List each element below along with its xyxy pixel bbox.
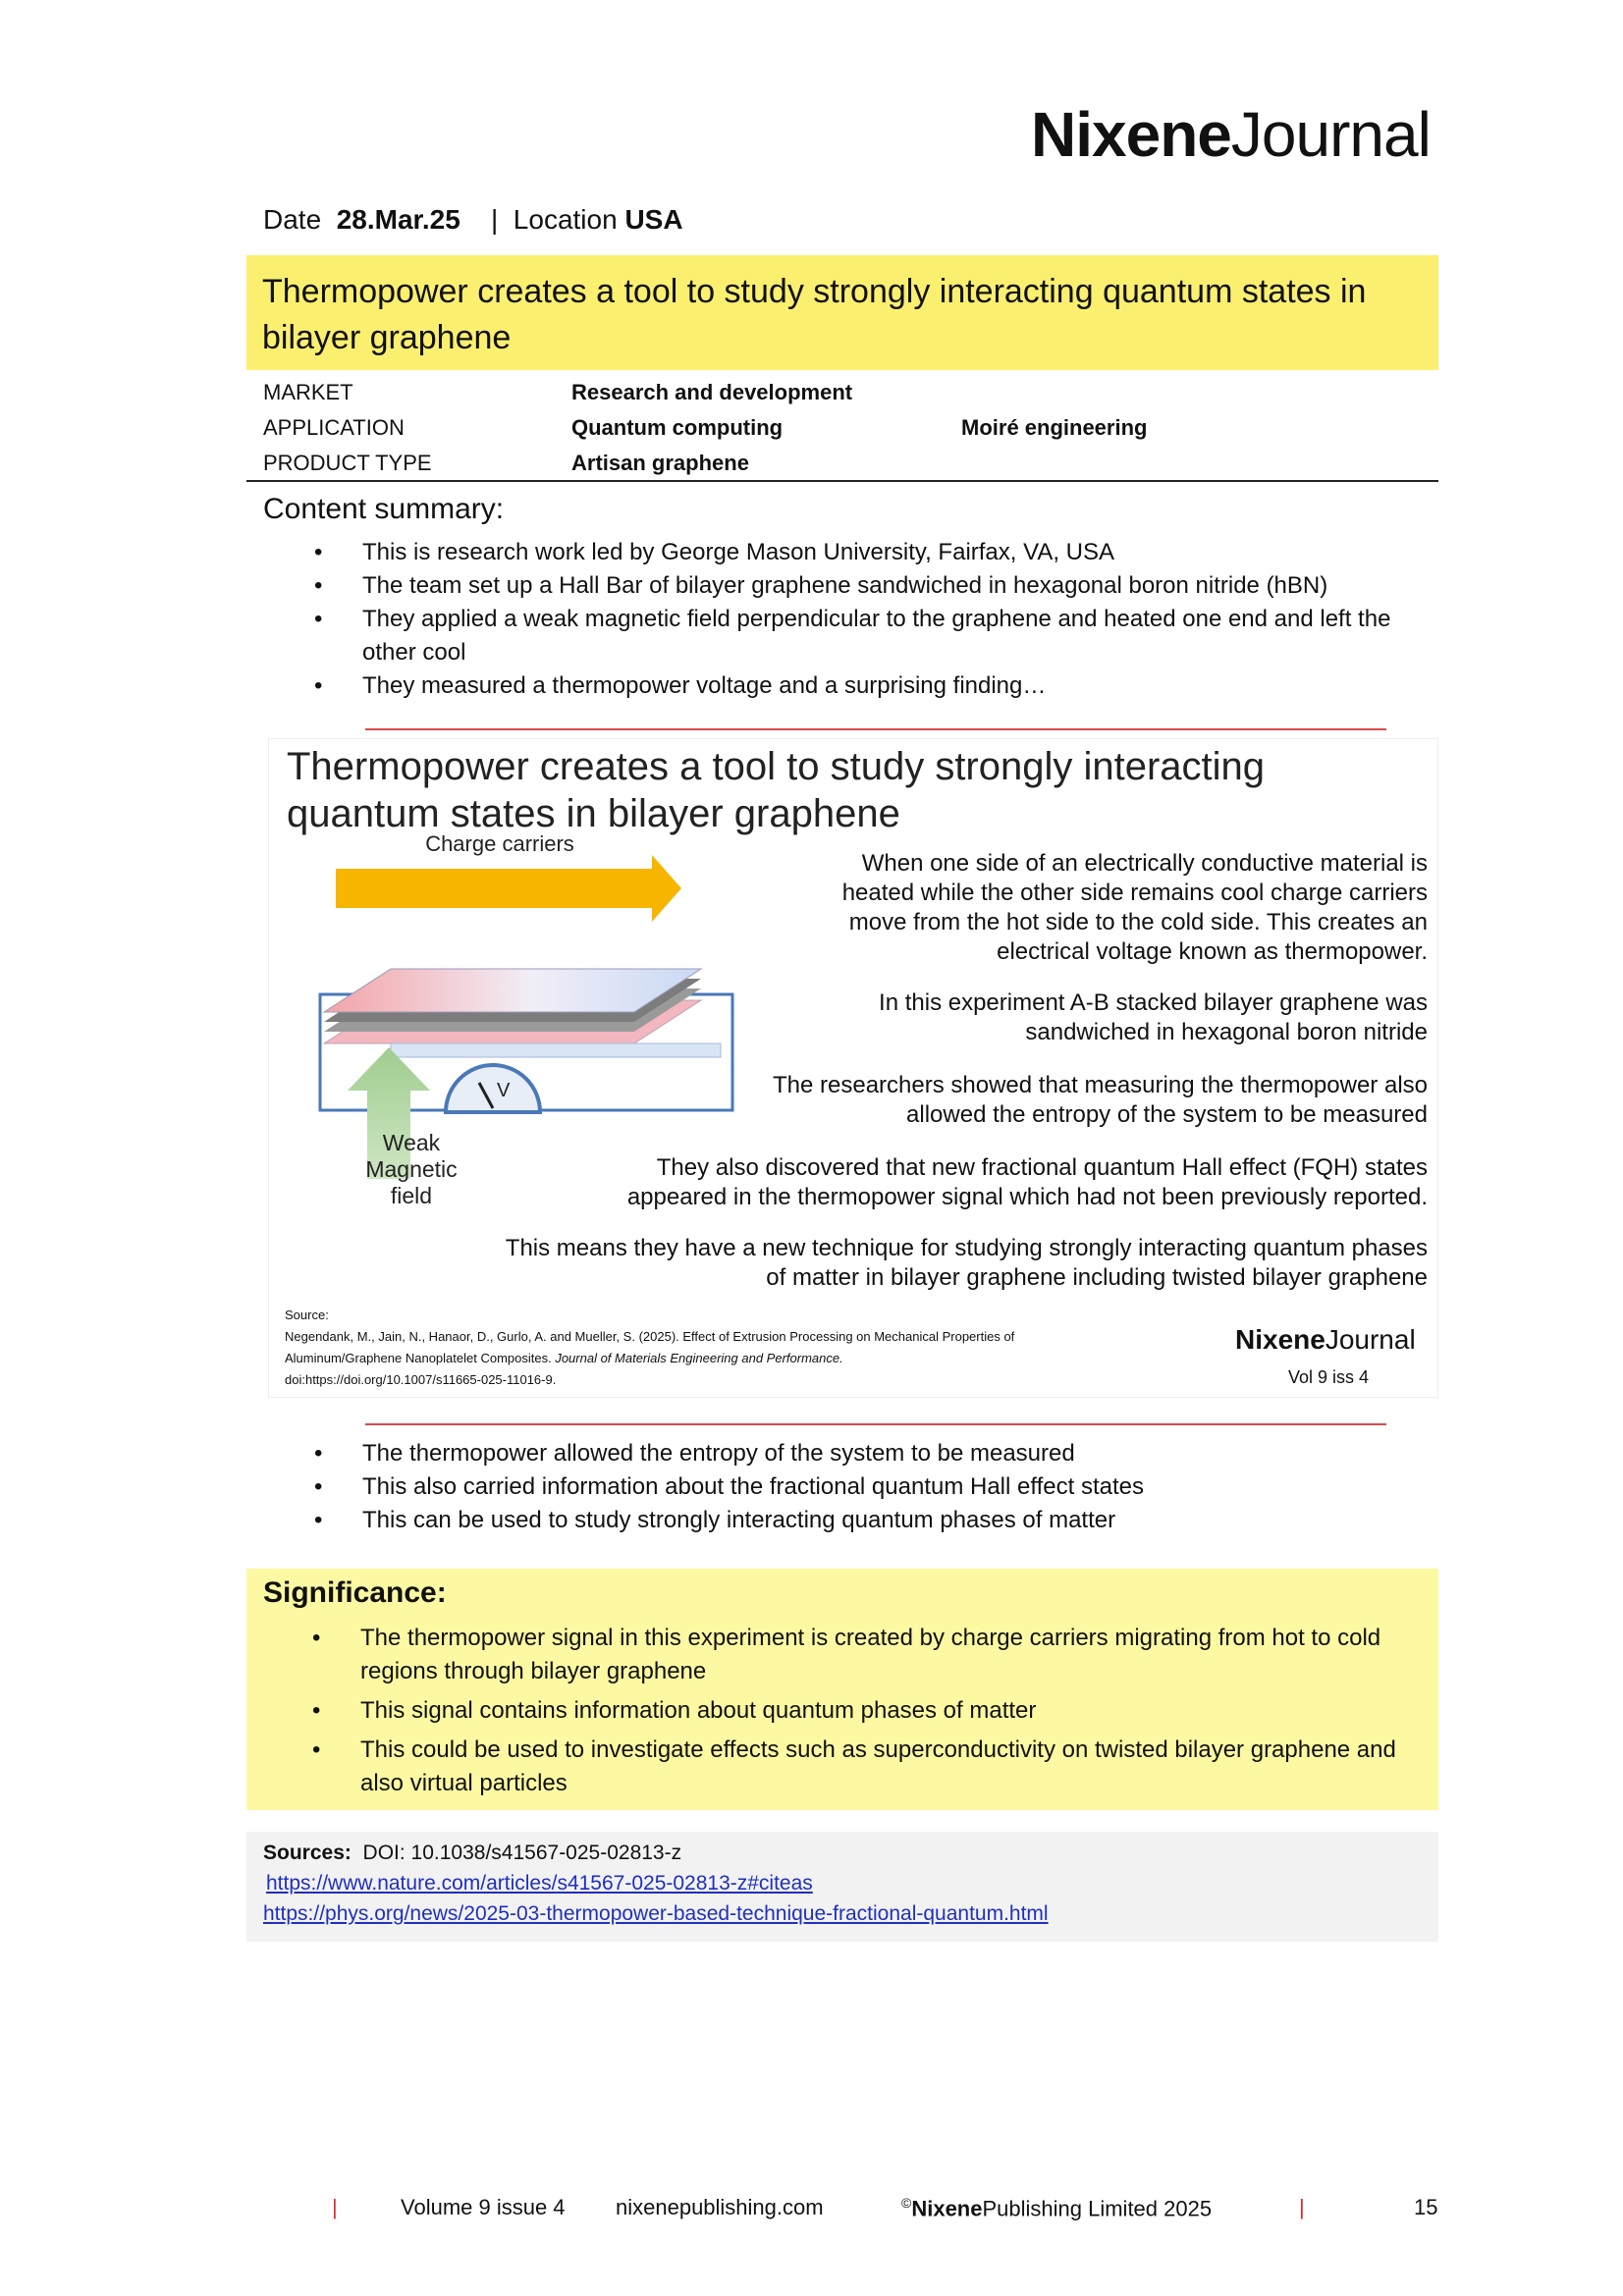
charge-carriers-label: Charge carriers	[425, 831, 574, 856]
footer-copyright	[901, 2195, 1212, 2221]
sources-link-1-line	[266, 1868, 813, 1898]
figure-paragraph-1: When one side of an electrically conductive material is heated while the other side remains cool charge carriers move from the hot side to the cold side. This creates an electrical voltage known as thermopower.	[841, 850, 1428, 965]
figure-bottom-rule	[365, 1423, 1386, 1425]
sources-link-2-line	[263, 1898, 1049, 1929]
charge-carriers-arrow	[336, 855, 681, 922]
figure-source-label: Source:	[285, 1308, 329, 1322]
list-item: • This can be used to study strongly interacting quantum phases of matter	[314, 1504, 1414, 1537]
content-summary-list	[314, 536, 1414, 703]
list-item: • This also carried information about the fractional quantum Hall effect states	[314, 1470, 1414, 1504]
dateline	[263, 204, 683, 236]
date-value: 28.Mar.25	[336, 204, 460, 235]
after-figure-list	[314, 1437, 1414, 1537]
market-label: MARKET	[263, 380, 353, 404]
sources-doi: DOI: 10.1038/s41567-025-02813-z	[362, 1842, 682, 1864]
application-label: APPLICATION	[263, 415, 405, 440]
figure-title-line-1: Thermopower creates a tool to study strongly interacting	[287, 745, 1266, 788]
footer-bar-left	[332, 2195, 338, 2220]
significance-list	[312, 1622, 1412, 1800]
voltmeter-label: V	[497, 1080, 511, 1101]
copyright-bold: Nixene	[911, 2196, 983, 2221]
application-value: Quantum computing	[571, 415, 784, 440]
figure-source-doi: doi:https://doi.org/10.1007/s11665-025-11016-9.	[285, 1372, 557, 1387]
footer-separator: |	[332, 2195, 338, 2219]
application-value-2: Moiré engineering	[961, 415, 1148, 440]
footer-website: nixenepublishing.com	[616, 2195, 824, 2219]
voltmeter-icon	[446, 1065, 540, 1112]
figure-source-line-2	[285, 1348, 1014, 1369]
figure-title	[287, 743, 1265, 837]
list-item: • The team set up a Hall Bar of bilayer graphene sandwiched in hexagonal boron nitride (hBN)	[314, 569, 1414, 603]
figure-source-title: Aluminum/Graphene Nanoplatelet Composites.	[285, 1351, 552, 1365]
meta-table	[246, 375, 1438, 481]
dateline-separator: |	[490, 204, 499, 235]
list-item: • This signal contains information about quantum phases of matter	[312, 1694, 1412, 1728]
copyright-rest: Publishing Limited 2025	[982, 2196, 1213, 2221]
figure-paragraph-5: This means they have a new technique for studying strongly interacting quantum phases of matter in bilayer graphene including twisted bilayer graphene	[505, 1235, 1428, 1291]
sources-box	[246, 1832, 1438, 1942]
sources-doi-line	[263, 1838, 681, 1868]
figure-source-journal: Journal of Materials Engineering and Performance.	[555, 1351, 843, 1365]
sources-label: Sources:	[263, 1842, 352, 1864]
figure-paragraph-3: The researchers showed that measuring the thermopower also allowed the entropy of the system to be measured	[772, 1072, 1428, 1128]
meta-row-product	[246, 446, 1438, 481]
product-label: PRODUCT TYPE	[263, 451, 432, 475]
list-item: • This is research work led by George Mason University, Fairfax, VA, USA	[314, 536, 1414, 569]
figure-top-rule	[365, 728, 1386, 730]
masthead-logo	[1031, 98, 1431, 171]
copyright-symbol: ©	[901, 2195, 912, 2211]
graphene-stack	[324, 969, 721, 1057]
source-link-phys[interactable]: https://phys.org/news/2025-03-thermopower-based-technique-fractional-quantum.html	[263, 1902, 1049, 1925]
meta-divider	[246, 480, 1438, 482]
infographic-figure	[268, 738, 1438, 1398]
figure-source-line-1: Negendank, M., Jain, N., Hanaor, D., Gurlo, A. and Mueller, S. (2025). Effect of Extrusion Processing on Mechanical Properties of	[285, 1329, 1015, 1344]
content-summary-heading: Content summary:	[263, 493, 505, 525]
product-value: Artisan graphene	[571, 451, 749, 475]
list-item: • They measured a thermopower voltage and a surprising finding…	[314, 669, 1414, 703]
footer-bar-right	[1299, 2195, 1305, 2220]
figure-brand-thin: Journal	[1325, 1324, 1416, 1355]
footer-separator: |	[1299, 2195, 1305, 2219]
market-value-2	[945, 375, 1438, 410]
list-item: • The thermopower signal in this experiment is created by charge carriers migrating from hot to cold regions through bilayer graphene	[312, 1622, 1412, 1688]
figure-source	[285, 1305, 1014, 1391]
masthead-brand-thin: Journal	[1230, 99, 1431, 170]
figure-brand-bold: Nixene	[1235, 1324, 1325, 1355]
headline: Thermopower creates a tool to study strongly interacting quantum states in bilayer graphene	[262, 273, 1367, 356]
masthead-brand-bold: Nixene	[1031, 99, 1231, 170]
headline-box	[246, 255, 1438, 370]
list-item: • They applied a weak magnetic field perpendicular to the graphene and heated one end and left the other cool	[314, 603, 1414, 669]
source-link-nature[interactable]: https://www.nature.com/articles/s41567-025-02813-z#citeas	[266, 1872, 813, 1895]
figure-paragraph-2: In this experiment A-B stacked bilayer graphene was sandwiched in hexagonal boron nitride	[879, 989, 1428, 1045]
page-number: 15	[1414, 2195, 1438, 2219]
meta-row-application	[246, 410, 1438, 446]
location-label: Location	[513, 204, 618, 235]
figure-volume: Vol 9 iss 4	[1288, 1367, 1370, 1387]
footer-volume: Volume 9 issue 4	[401, 2195, 566, 2219]
list-item: • The thermopower allowed the entropy of the system to be measured	[314, 1437, 1414, 1470]
market-value: Research and development	[571, 380, 853, 404]
figure-brand	[1235, 1324, 1416, 1356]
meta-row-market	[246, 375, 1438, 410]
figure-paragraph-4: They also discovered that new fractional quantum Hall effect (FQH) states appeared in the thermopower signal which had not been previously reported.	[626, 1154, 1428, 1210]
list-item: • This could be used to investigate effects such as superconductivity on twisted bilayer graphene and also virtual particles	[312, 1734, 1412, 1800]
significance-box	[246, 1569, 1438, 1810]
product-value-2	[945, 446, 1438, 481]
location-value: USA	[624, 204, 683, 235]
date-label: Date	[263, 204, 322, 235]
weak-magnetic-field-label: Weak Magnetic field	[365, 1130, 458, 1208]
figure-title-line-2: quantum states in bilayer graphene	[287, 792, 900, 835]
significance-heading: Significance:	[263, 1576, 447, 1609]
